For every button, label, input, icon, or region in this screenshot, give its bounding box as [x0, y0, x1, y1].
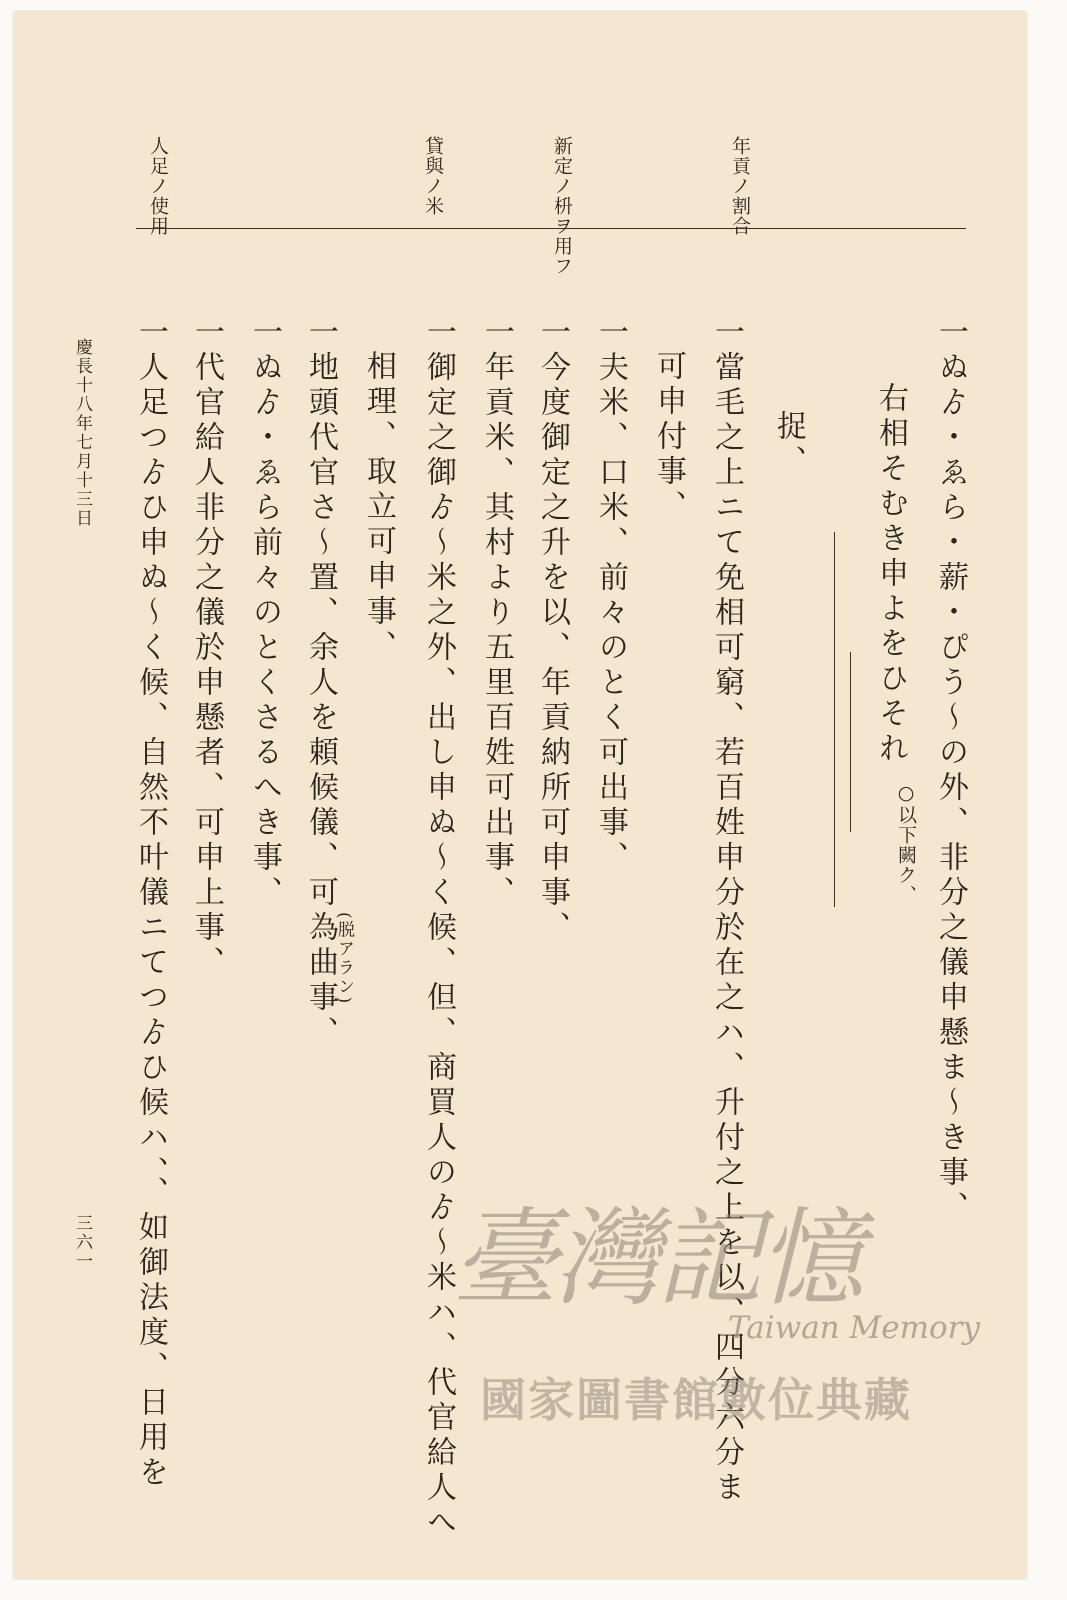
body-line-3: 捉、	[771, 410, 806, 480]
body-line-1: 一ぬゟ・ゑら・薪・ぴう～の外、非分之儀申懸ま～き事、	[933, 316, 968, 1226]
bracket-line-right	[850, 652, 851, 832]
omission-note: ○以下闕ク、	[895, 782, 917, 905]
missing-text-note: (脱アラン)	[334, 912, 354, 1006]
body-line-11: 一地頭代官さ～置、余人を頼候儀、可為曲事、	[303, 316, 338, 1051]
bracket-line-left	[834, 532, 835, 907]
body-line-10: 相理、取立可申事、	[361, 350, 396, 665]
body-line-5: 可申付事、	[651, 350, 686, 525]
body-line-6: 一夫米、口米、前々のとく可出事、	[593, 316, 628, 876]
page-number: 三六一	[72, 1214, 92, 1271]
header-note-nengu: 年貢ノ割合	[729, 136, 751, 236]
body-line-7: 一今度御定之升を以、年貢納所可申事、	[535, 316, 570, 946]
body-line-9: 一御定之御ゟ～米之外、出し申ぬ～く候、但、商買人のゟ～米ハ、代官給人へ	[421, 316, 456, 1541]
header-divider	[136, 228, 966, 229]
watermark-logo-script: 臺灣記憶	[452, 1197, 860, 1320]
header-note-masu: 新定ノ枡ヲ用フ	[551, 136, 573, 276]
header-note-kashi: 貸與ノ米	[422, 136, 444, 216]
header-note-ninsoku: 人足ノ使用	[147, 136, 169, 236]
body-line-14: 一人足つゟひ申ぬ～く候、自然不叶儀ニてつゟひ候ハ、、如御法度、日用を	[133, 316, 168, 1491]
body-line-12: 一ぬゟ・ゑら前々のとくさるへき事、	[247, 316, 282, 911]
document-date: 慶長十八年七月十三日	[72, 338, 92, 528]
watermark-chinese: 國家圖書館數位典藏	[480, 1373, 912, 1427]
body-line-4: 一當毛之上ニて免相可窮、若百姓申分於在之ハ、升付之上を以、四分六分ま	[709, 316, 744, 1506]
body-line-8: 一年貢米、其村より五里百姓可出事、	[479, 316, 514, 911]
watermark-english: Taiwan Memory	[728, 1310, 980, 1346]
body-line-2: 右相そむき申よをひそれ	[873, 382, 908, 767]
body-line-13: 一代官給人非分之儀於申懸者、可申上事、	[189, 316, 224, 981]
